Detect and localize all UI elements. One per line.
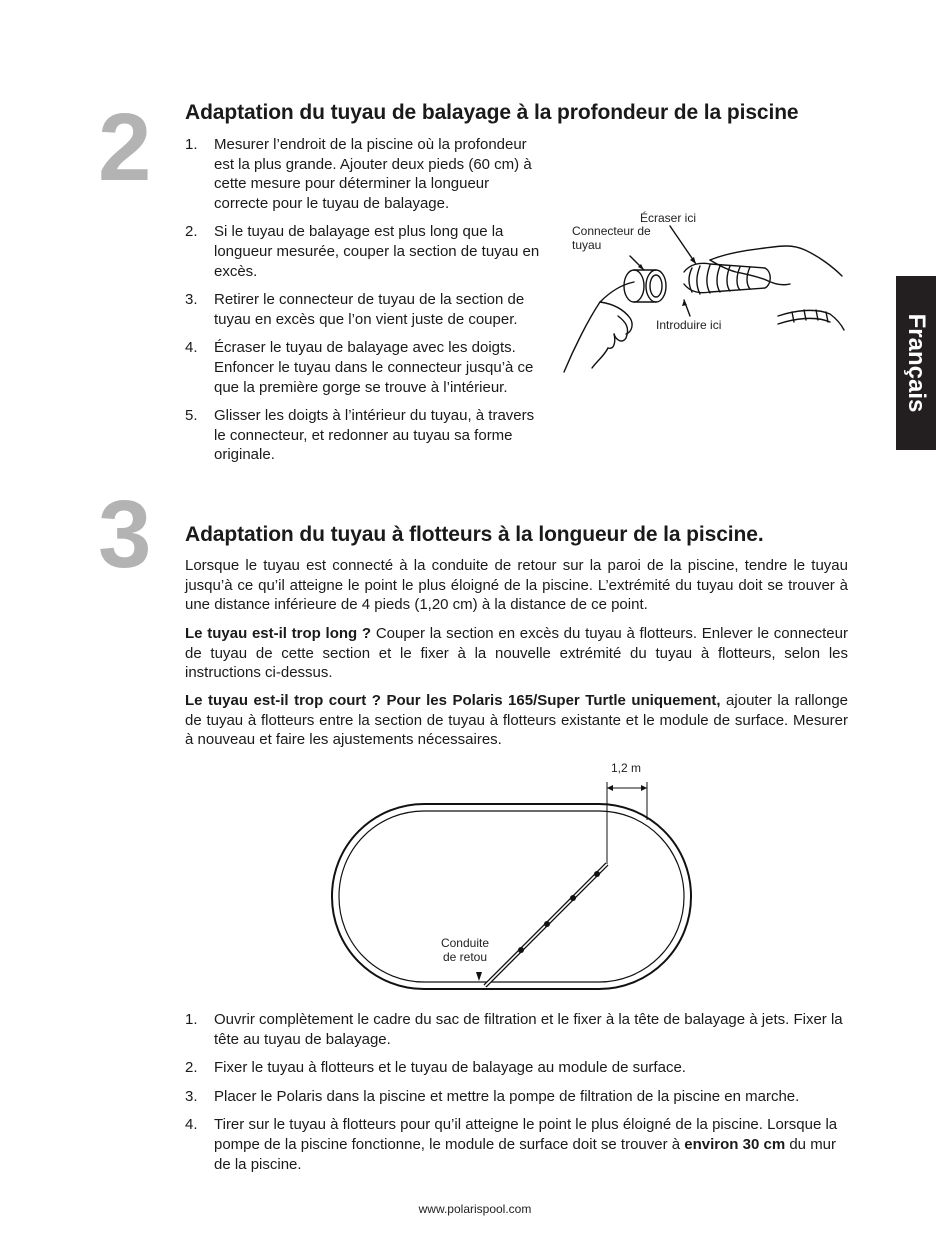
too-long-question: Le tuyau est-il trop long ? [185,625,372,642]
pool-diagram [330,760,695,995]
squeeze-here-label: Écraser ici [640,211,697,225]
footer-url: www.polarispool.com [418,1202,532,1216]
list-item: 1. Ouvrir complètement le cadre du sac de filtration et le fixer à la tête de balayage à jets. Fixer la tête au tuyau de balayage. [185,1011,843,1048]
section-3-intro: Lorsque le tuyau est connecté à la conduite de retour sur la paroi de la piscine, tendre le tuyau jusqu’à ce qu’il atteigne le point le plus éloigné de la piscine. L’extrémité du tuyau doit se trouver à une distance inférieure de 4 pieds (1,20 cm) à la distance de ce point. [185,557,848,614]
list-item: 1. Mesurer l’endroit de la piscine où la profondeur est la plus grande. Ajouter deux pieds (60 cm) à cette mesure pour déterminer la longueur correcte pour le tuyau de balayage. [185,136,532,212]
too-short-paragraph: Le tuyau est-il trop court ? Pour les Polaris 165/Super Turtle uniquement, ajouter la rallonge de tuyau à flotteurs entre la section de tuyau à flotteurs existante et le module de surface. Mesurer à nouveau et faire les ajustements nécessaires. [185,692,848,749]
section-3-title: Adaptation du tuyau à flotteurs à la longueur de la piscine. [185,523,764,546]
list-item: 4. Écraser le tuyau de balayage avec les doigts. Enfoncer le tuyau dans le connecteur jusqu’à ce que la première gorge se trouve à l’intérieur. [185,339,534,396]
section-3-steps [185,1010,848,1183]
connector-label: Connecteur de tuyau [572,224,651,252]
step-number-3: 3 [98,481,152,588]
list-item: 4. Tirer sur le tuyau à flotteurs pour qu’il atteigne le point le plus éloigné de la piscine. Lorsque la pompe de la piscine fonctionne, le module de surface doit se trouver à environ 30 cm du mur de la piscine. [185,1116,838,1173]
language-tab [896,276,936,450]
return-line-label: Conduite de retou [440,936,490,964]
section-2-steps [185,135,540,474]
language-tab-label: Français [903,313,930,413]
distance-label: 1,2 m [611,761,642,775]
section-2-title: Adaptation du tuyau de balayage à la profondeur de la piscine [185,101,799,124]
list-item: 5. Glisser les doigts à l’intérieur du tuyau, à travers le connecteur, et redonner au tuyau sa forme originale. [185,407,535,464]
list-item: 2. Si le tuyau de balayage est plus long que la longueur mesurée, couper la section de tuyau en excès. [185,223,540,280]
list-item: 3. Placer le Polaris dans la piscine et mettre la pompe de filtration de la piscine en marche. [185,1087,800,1105]
too-short-question: Le tuyau est-il trop court ? Pour les Polaris 165/Super Turtle uniquement, [185,692,721,709]
insert-here-label: Introduire ici [656,318,722,332]
list-item: 2. Fixer le tuyau à flotteurs et le tuyau de balayage au module de surface. [185,1059,686,1077]
step-number-2: 2 [98,94,152,201]
too-long-paragraph: Le tuyau est-il trop long ? Couper la section en excès du tuyau à flotteurs. Enlever le connecteur de tuyau de cette section et le fixer à la nouvelle extrémité du tuyau à flotteurs, selon les instructions ci-dessus. [185,625,848,682]
list-item: 3. Retirer le connecteur de tuyau de la section de tuyau en excès que l’on vient juste de couper. [185,291,525,328]
